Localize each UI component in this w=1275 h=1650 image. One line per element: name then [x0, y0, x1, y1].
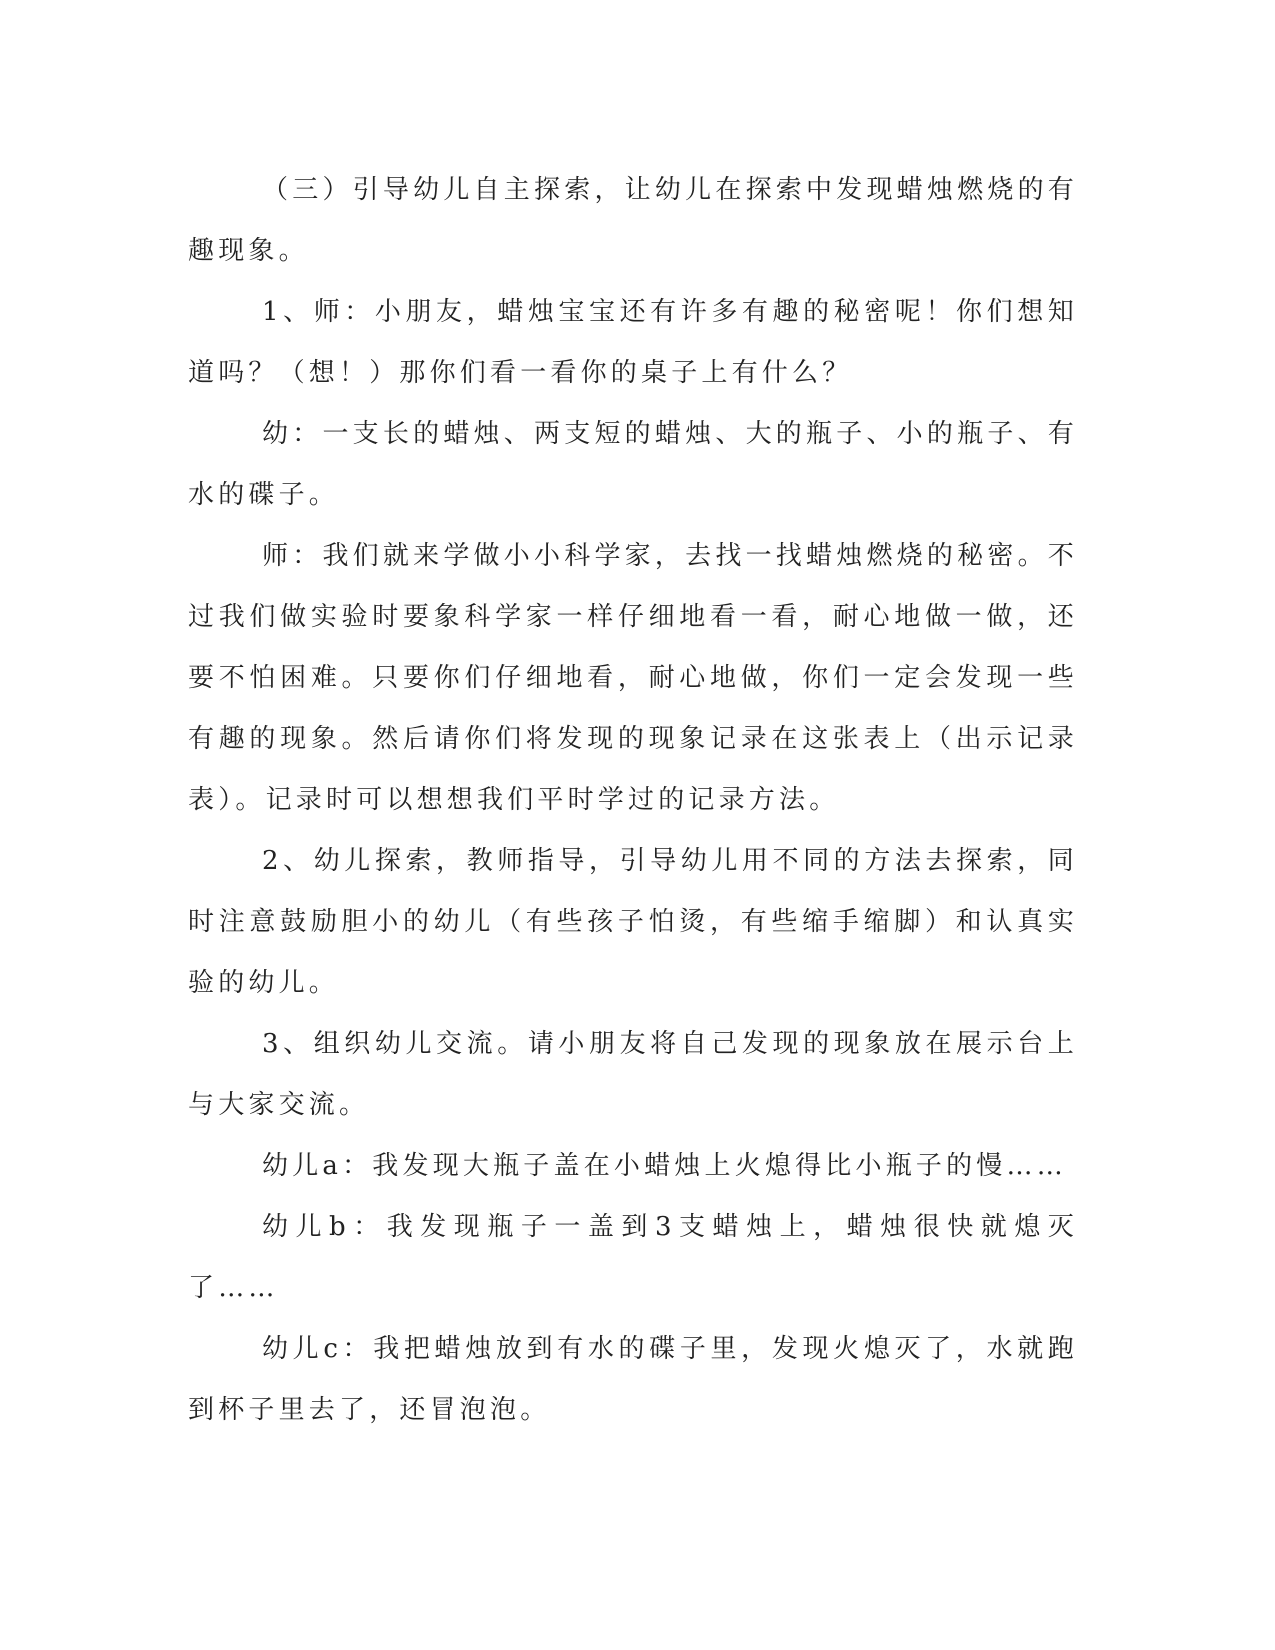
paragraph-child-a: 幼儿a：我发现大瓶子盖在小蜡烛上火熄得比小瓶子的慢…… — [262, 1151, 1067, 1181]
paragraph-child-b: 幼儿b：我发现瓶子一盖到3支蜡烛上，蜡烛很快就熄灭了…… — [188, 1212, 1078, 1303]
paragraph-teacher-instruction: 师：我们就来学做小小科学家，去找一找蜡烛燃烧的秘密。不过我们做实验时要象科学家一样仔细地看一看，耐心地做一做，还要不怕困难。只要你们仔细地看，耐心地做，你们一定会发现一些有趣的现象。然后请你们将发现的现象记录在这张表上（出示记录表）。记录时可以想想我们平时学过的记录方法。 — [188, 541, 1078, 815]
paragraph-exchange: 3、组织幼儿交流。请小朋友将自己发现的现象放在展示台上与大家交流。 — [188, 1029, 1078, 1120]
paragraph-child-answer: 幼：一支长的蜡烛、两支短的蜡烛、大的瓶子、小的瓶子、有水的碟子。 — [188, 419, 1078, 510]
paragraph-child-exploration: 2、幼儿探索，教师指导，引导幼儿用不同的方法去探索，同时注意鼓励胆小的幼儿（有些孩子怕烫，有些缩手缩脚）和认真实验的幼儿。 — [188, 846, 1078, 998]
document-body — [188, 160, 1078, 1441]
paragraph-teacher-question: 1、师：小朋友，蜡烛宝宝还有许多有趣的秘密呢！你们想知道吗？（想！）那你们看一看你的桌子上有什么？ — [188, 297, 1078, 388]
paragraph-child-c: 幼儿c：我把蜡烛放到有水的碟子里，发现火熄灭了，水就跑到杯子里去了，还冒泡泡。 — [188, 1334, 1078, 1425]
paragraph-section-three-heading: （三）引导幼儿自主探索，让幼儿在探索中发现蜡烛燃烧的有趣现象。 — [188, 175, 1078, 266]
